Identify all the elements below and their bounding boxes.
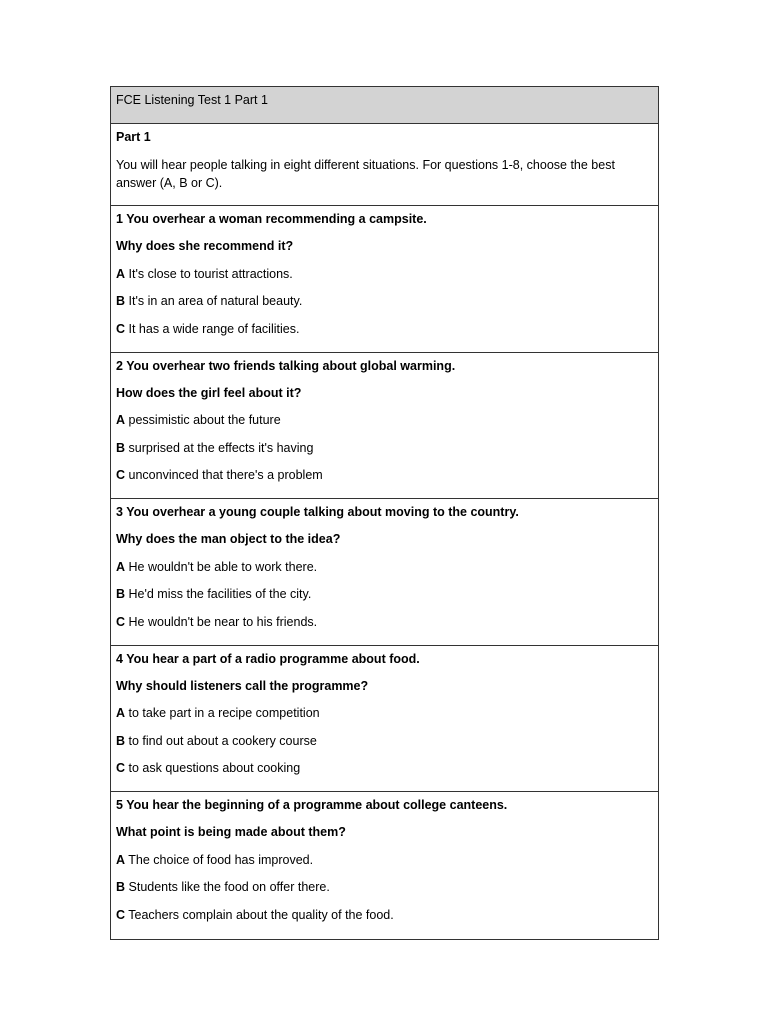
part-title: Part 1 [116,130,151,144]
option-letter: A [116,852,126,867]
answer-option [116,907,653,934]
sheet-header [111,87,658,124]
questions-list [111,206,658,939]
question-situation: 4 You hear a part of a radio programme about food. [116,651,420,666]
option-text: to find out about a cookery course [128,733,317,748]
option-text: It has a wide range of facilities. [128,321,300,336]
option-text: pessimistic about the future [128,413,281,428]
option-text: He wouldn't be near to his friends. [128,614,318,629]
answer-option [116,586,653,613]
intro-section [111,124,658,206]
option-letter: A [116,266,126,281]
option-letter: A [116,559,126,574]
option-text: It's in an area of natural beauty. [128,294,303,309]
instructions-text: You will hear people talking in eight different situations. For questions 1-8, choose the best answer (A, B or C). [116,158,615,190]
option-text: He'd miss the facilities of the city. [128,587,312,602]
option-letter: C [116,614,126,629]
answer-option [116,293,653,320]
option-letter: B [116,440,126,455]
option-text: unconvinced that there's a problem [128,468,323,483]
answer-option [116,440,653,467]
question-block [111,792,658,939]
answer-option [116,559,653,586]
option-letter: C [116,761,126,776]
question-prompt: Why does she recommend it? [116,239,294,254]
option-text: Students like the food on offer there. [128,880,330,895]
sheet-header-title: FCE Listening Test 1 Part 1 [116,93,268,107]
answer-option [116,879,653,906]
option-letter: B [116,880,126,895]
answer-option [116,614,653,641]
worksheet-table [110,86,659,940]
option-text: Teachers complain about the quality of the food. [128,907,394,922]
answer-option [116,733,653,760]
option-letter: B [116,294,126,309]
option-text: He wouldn't be able to work there. [128,559,318,574]
option-letter: B [116,587,126,602]
question-block [111,206,658,353]
question-block [111,646,658,793]
question-situation: 2 You overhear two friends talking about global warming. [116,358,456,373]
option-letter: A [116,706,126,721]
option-text: The choice of food has improved. [128,852,314,867]
option-letter: C [116,468,126,483]
answer-option [116,760,653,787]
question-block [111,499,658,646]
option-text: surprised at the effects it's having [128,440,314,455]
option-text: to take part in a recipe competition [128,706,320,721]
option-letter: C [116,321,126,336]
question-prompt: What point is being made about them? [116,825,346,840]
answer-option [116,266,653,293]
option-text: to ask questions about cooking [128,761,301,776]
option-text: It's close to tourist attractions. [128,266,293,281]
answer-option [116,412,653,439]
question-prompt: How does the girl feel about it? [116,385,302,400]
question-prompt: Why should listeners call the programme? [116,678,369,693]
option-letter: B [116,733,126,748]
question-block [111,353,658,500]
question-prompt: Why does the man object to the idea? [116,532,341,547]
question-situation: 5 You hear the beginning of a programme about college canteens. [116,798,508,812]
answer-option [116,852,653,879]
question-situation: 3 You overhear a young couple talking about moving to the country. [116,505,519,519]
answer-option [116,321,653,348]
option-letter: C [116,907,126,922]
option-letter: A [116,413,126,428]
answer-option [116,705,653,732]
question-situation: 1 You overhear a woman recommending a campsite. [116,212,427,226]
answer-option [116,467,653,494]
